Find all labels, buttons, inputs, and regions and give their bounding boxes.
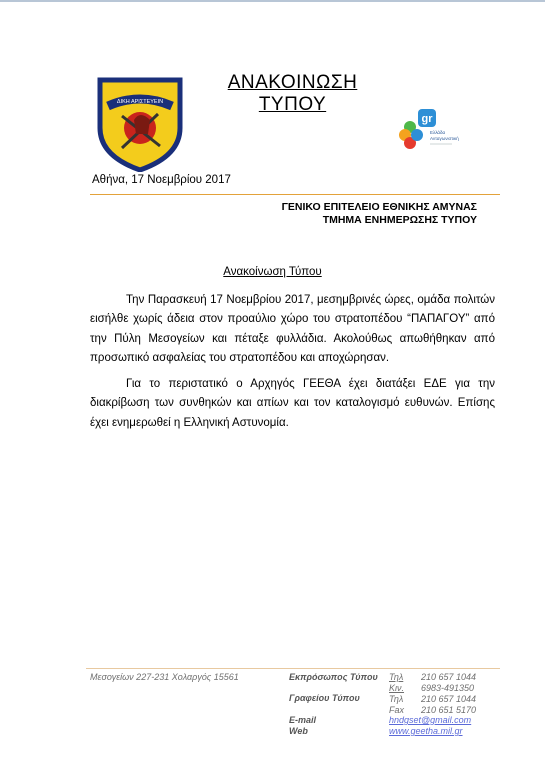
top-border-line xyxy=(0,0,545,2)
title-line-2: ΤΥΠΟΥ xyxy=(258,94,327,115)
org-line-2: ΤΜΗΜΑ ΕΝΗΜΕΡΩΣΗΣ ΤΥΠΟΥ xyxy=(322,214,477,226)
footer-email-link[interactable]: hndgset@gmail.com xyxy=(389,715,472,725)
footer-fax-label: Fax xyxy=(389,705,405,715)
organization-block xyxy=(282,201,477,227)
geetha-crest-icon xyxy=(96,76,184,172)
paragraph-2: Για το περιστατικό ο Αρχηγός ΓΕΕΘΑ έχει διατάξει ΕΔΕ για την διακρίβωση των συνθηκών και απίων και τον καταλογισμό ευθυνών. Επίσης έχει ενημερωθεί η Ελληνική Αστυνομία. xyxy=(90,378,495,429)
org-line-1: ΓΕΝΙΚΟ ΕΠΙΤΕΛΕΙΟ ΕΘΝΙΚΗΣ ΑΜΥΝΑΣ xyxy=(281,201,477,213)
footer-divider xyxy=(86,668,500,669)
crest-motto: ΔΙΚΗ ΑΡΙΣΤΕΥΕΙΝ xyxy=(116,99,164,105)
gr-logo-caption-1: Ελλάδα xyxy=(430,130,446,135)
footer-tel2-value: 210 657 1044 xyxy=(421,694,477,704)
footer-address: Μεσογείων 227-231 Χολαργός 15561 xyxy=(90,672,239,682)
greece-gr-logo-icon xyxy=(396,103,468,153)
press-release-heading: Ανακοίνωση Τύπου xyxy=(223,266,322,278)
footer-tel1-label: Τηλ xyxy=(389,672,404,682)
footer-office-label: Γραφείου Τύπου xyxy=(289,693,360,703)
footer-mobile-value: 6983-491350 xyxy=(421,683,475,693)
document-title xyxy=(205,72,380,116)
title-line-1: ΑΝΑΚΟΙΝΩΣΗ xyxy=(227,72,358,93)
footer-fax-value: 210 651 5170 xyxy=(421,705,477,715)
footer-tel1-value: 210 657 1044 xyxy=(421,672,477,682)
paragraph-1: Την Παρασκευή 17 Νοεμβρίου 2017, μεσημβρινές ώρες, ομάδα πολιτών εισήλθε χωρίς άδεια στον προαύλιο χώρο του στρατοπέδου “ΠΑΠΑΓΟΥ” από την Πύλη Μεσογείων και πέταξε φυλλάδια. Ακολούθως απωθήθηκαν από προσωπικό ασφαλείας του στρατοπέδου και αποχώρησαν. xyxy=(90,294,495,365)
footer-email-label: E-mail xyxy=(289,715,317,725)
header-divider xyxy=(90,194,500,195)
place-date: Αθήνα, 17 Νοεμβρίου 2017 xyxy=(92,174,231,186)
footer-spokesperson-label: Εκπρόσωπος Τύπου xyxy=(289,672,378,682)
footer-web-label: Web xyxy=(289,726,308,736)
gr-logo-caption-2: Ανταγωνιστική xyxy=(430,136,459,141)
footer-tel2-label: Τηλ xyxy=(389,694,404,704)
gr-logo-text: gr xyxy=(421,113,433,125)
footer-mobile-label: Κιν. xyxy=(389,683,405,693)
footer-web-link[interactable]: www.geetha.mil.gr xyxy=(389,726,463,736)
